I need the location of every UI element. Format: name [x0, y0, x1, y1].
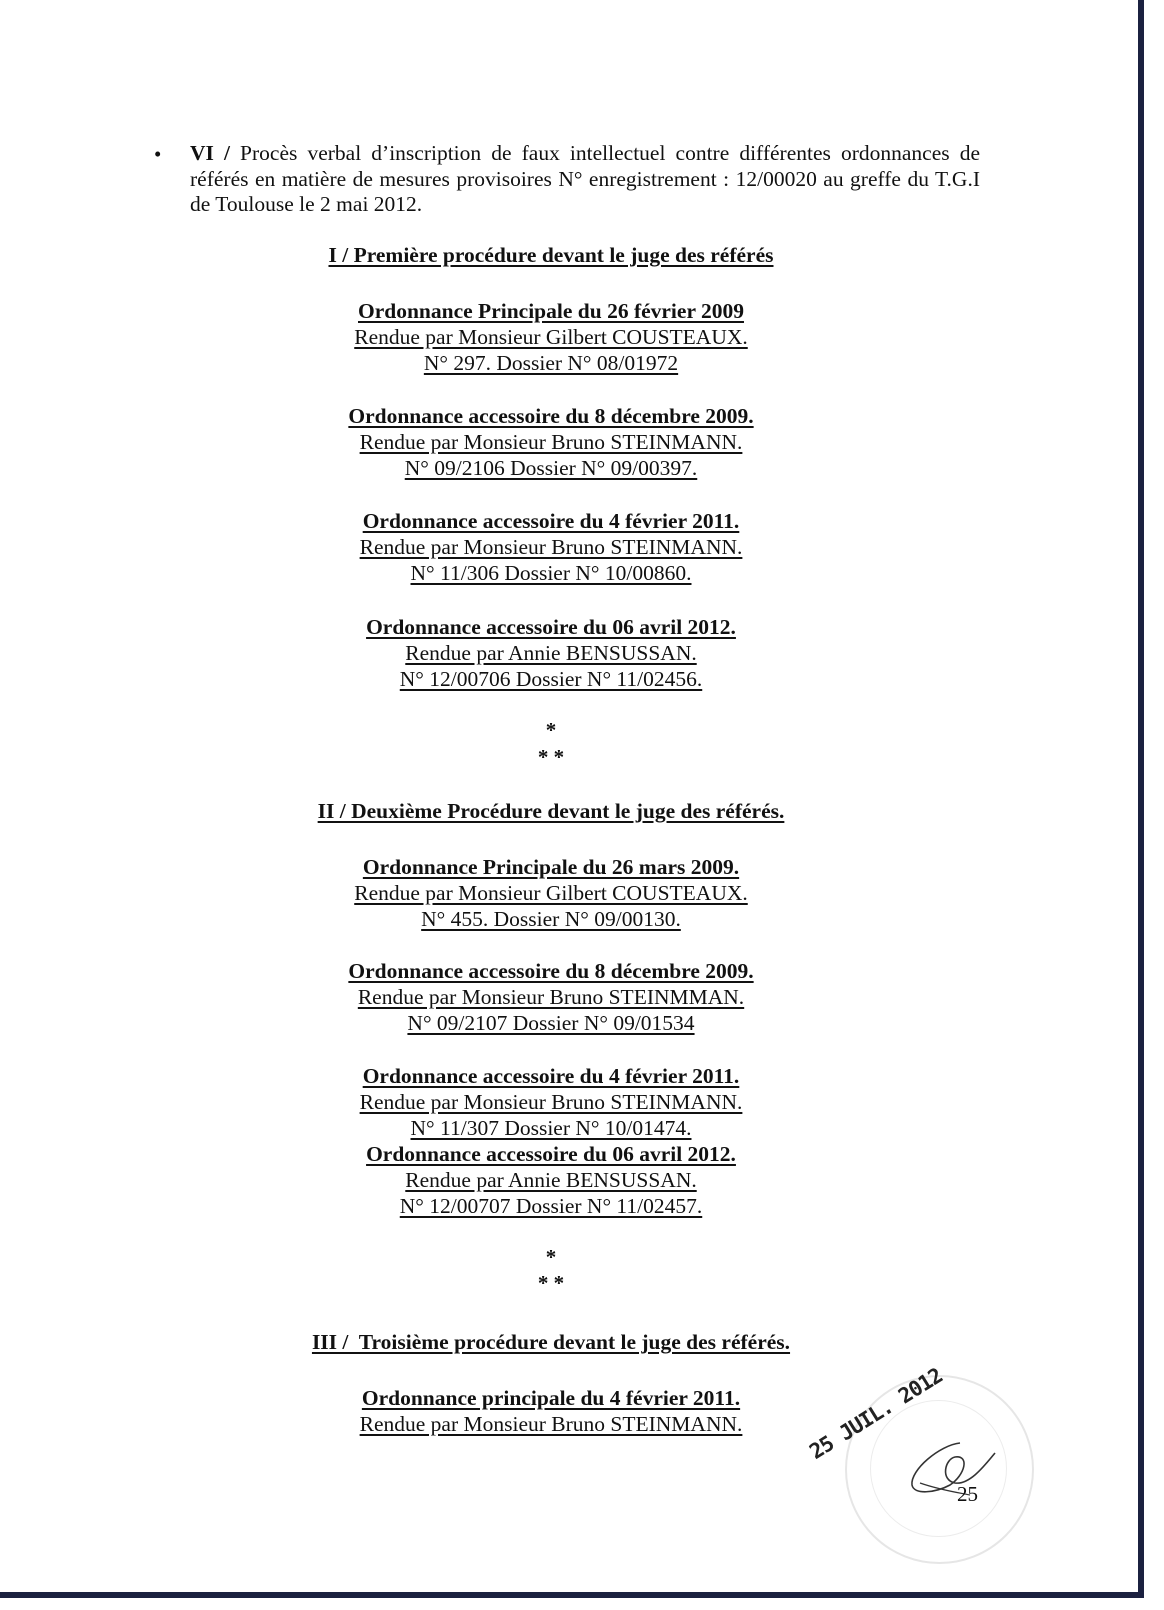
section-title-text: II / Deuxième Procédure devant le juge des référés.: [317, 799, 785, 823]
ordonnance-judge: [0, 430, 1102, 455]
section-title-text: I / Première procédure devant le juge des référés: [328, 243, 774, 267]
ordonnance-title-text: Ordonnance Principale du 26 février 2009: [358, 299, 744, 323]
ordonnance-numbers: [0, 561, 1102, 586]
ordonnance-judge: [0, 985, 1102, 1010]
ordonnance-numbers-text: N° 09/2107 Dossier N° 09/01534: [407, 1011, 695, 1035]
ordonnance-judge-text: Rendue par Monsieur Bruno STEINMANN.: [359, 1412, 743, 1436]
ordonnance-judge-text: Rendue par Monsieur Bruno STEINMANN.: [359, 430, 743, 454]
ordonnance-numbers-text: N° 455. Dossier N° 09/00130.: [421, 907, 681, 931]
ordonnance-judge: [0, 1090, 1102, 1115]
ordonnance-numbers-text: N° 12/00707 Dossier N° 11/02457.: [399, 1194, 703, 1218]
ordonnance-judge-text: Rendue par Monsieur Gilbert COUSTEAUX.: [354, 881, 748, 905]
intro-text: Procès verbal d’inscription de faux intellectuel contre différentes ordonnances de référés en matière de mesures provisoires N° enregistrement : 12/00020 au greffe du T.G.I de Toulouse le 2 mai 2012.: [190, 141, 980, 216]
ordonnance-numbers: [0, 667, 1102, 692]
ordonnance-title-text: Ordonnance accessoire du 8 décembre 2009.: [348, 959, 754, 983]
separator-stars: * *: [537, 745, 565, 769]
bullet-icon: •: [154, 142, 162, 166]
ordonnance-title-text: Ordonnance principale du 4 février 2011.: [361, 1386, 741, 1410]
ordonnance-title: [0, 959, 1102, 984]
ordonnance-title-text: Ordonnance accessoire du 06 avril 2012.: [366, 615, 736, 639]
section-title: [0, 799, 1102, 824]
page-border-bottom: [0, 1592, 1144, 1598]
ordonnance-judge-text: Rendue par Annie BENSUSSAN.: [405, 1168, 697, 1192]
ordonnance-title-text: Ordonnance accessoire du 06 avril 2012.: [366, 1142, 736, 1166]
ordonnance-title-text: Ordonnance accessoire du 4 février 2011.: [362, 1064, 740, 1088]
ordonnance-numbers: [0, 456, 1102, 481]
ordonnance-judge: [0, 641, 1102, 666]
ordonnance-title-text: Ordonnance accessoire du 8 décembre 2009.: [348, 404, 754, 428]
ordonnance-numbers: [0, 1194, 1102, 1219]
ordonnance-judge-text: Rendue par Monsieur Bruno STEINMANN.: [359, 1090, 743, 1114]
ordonnance-numbers-text: N° 12/00706 Dossier N° 11/02456.: [399, 667, 703, 691]
page-border-right: [1138, 0, 1144, 1598]
separator-star: *: [545, 1245, 557, 1269]
section-title-text: III / Troisième procédure devant le juge des référés.: [311, 1330, 791, 1354]
ordonnance-title-text: Ordonnance Principale du 26 mars 2009.: [362, 855, 740, 879]
ordonnance-judge: [0, 535, 1102, 560]
ordonnance-judge: [0, 881, 1102, 906]
ordonnance-judge: [0, 1168, 1102, 1193]
ordonnance-judge-text: Rendue par Monsieur Gilbert COUSTEAUX.: [354, 325, 748, 349]
separator-star: *: [545, 718, 557, 742]
ordonnance-numbers: [0, 907, 1102, 932]
ordonnance-judge-text: Rendue par Monsieur Bruno STEINMANN.: [359, 535, 743, 559]
ordonnance-title: [0, 1142, 1102, 1167]
ordonnance-numbers: [0, 1011, 1102, 1036]
intro-label: VI /: [190, 141, 230, 165]
ordonnance-title-text: Ordonnance accessoire du 4 février 2011.: [362, 509, 740, 533]
ordonnance-title: [0, 1064, 1102, 1089]
signature-icon: [900, 1435, 1000, 1500]
ordonnance-title: [0, 299, 1102, 324]
date-stamp: 25 JUIL. 2012: [805, 1363, 947, 1464]
ordonnance-numbers-text: N° 11/306 Dossier N° 10/00860.: [410, 561, 692, 585]
ordonnance-numbers-text: N° 297. Dossier N° 08/01972: [423, 351, 679, 375]
intro-paragraph: [190, 141, 980, 218]
ordonnance-title: [0, 509, 1102, 534]
ordonnance-title: [0, 615, 1102, 640]
ordonnance-title: [0, 855, 1102, 880]
page-number: 25: [957, 1482, 978, 1506]
separator-stars: * *: [537, 1271, 565, 1295]
section-title: [0, 243, 1102, 268]
ordonnance-numbers-text: N° 09/2106 Dossier N° 09/00397.: [404, 456, 698, 480]
ordonnance-numbers: [0, 351, 1102, 376]
ordonnance-judge-text: Rendue par Monsieur Bruno STEINMMAN.: [357, 985, 745, 1009]
ordonnance-numbers: [0, 1116, 1102, 1141]
ordonnance-title: [0, 404, 1102, 429]
ordonnance-judge: [0, 325, 1102, 350]
ordonnance-judge-text: Rendue par Annie BENSUSSAN.: [405, 641, 697, 665]
ordonnance-numbers-text: N° 11/307 Dossier N° 10/01474.: [410, 1116, 692, 1140]
section-title: [0, 1330, 1102, 1355]
